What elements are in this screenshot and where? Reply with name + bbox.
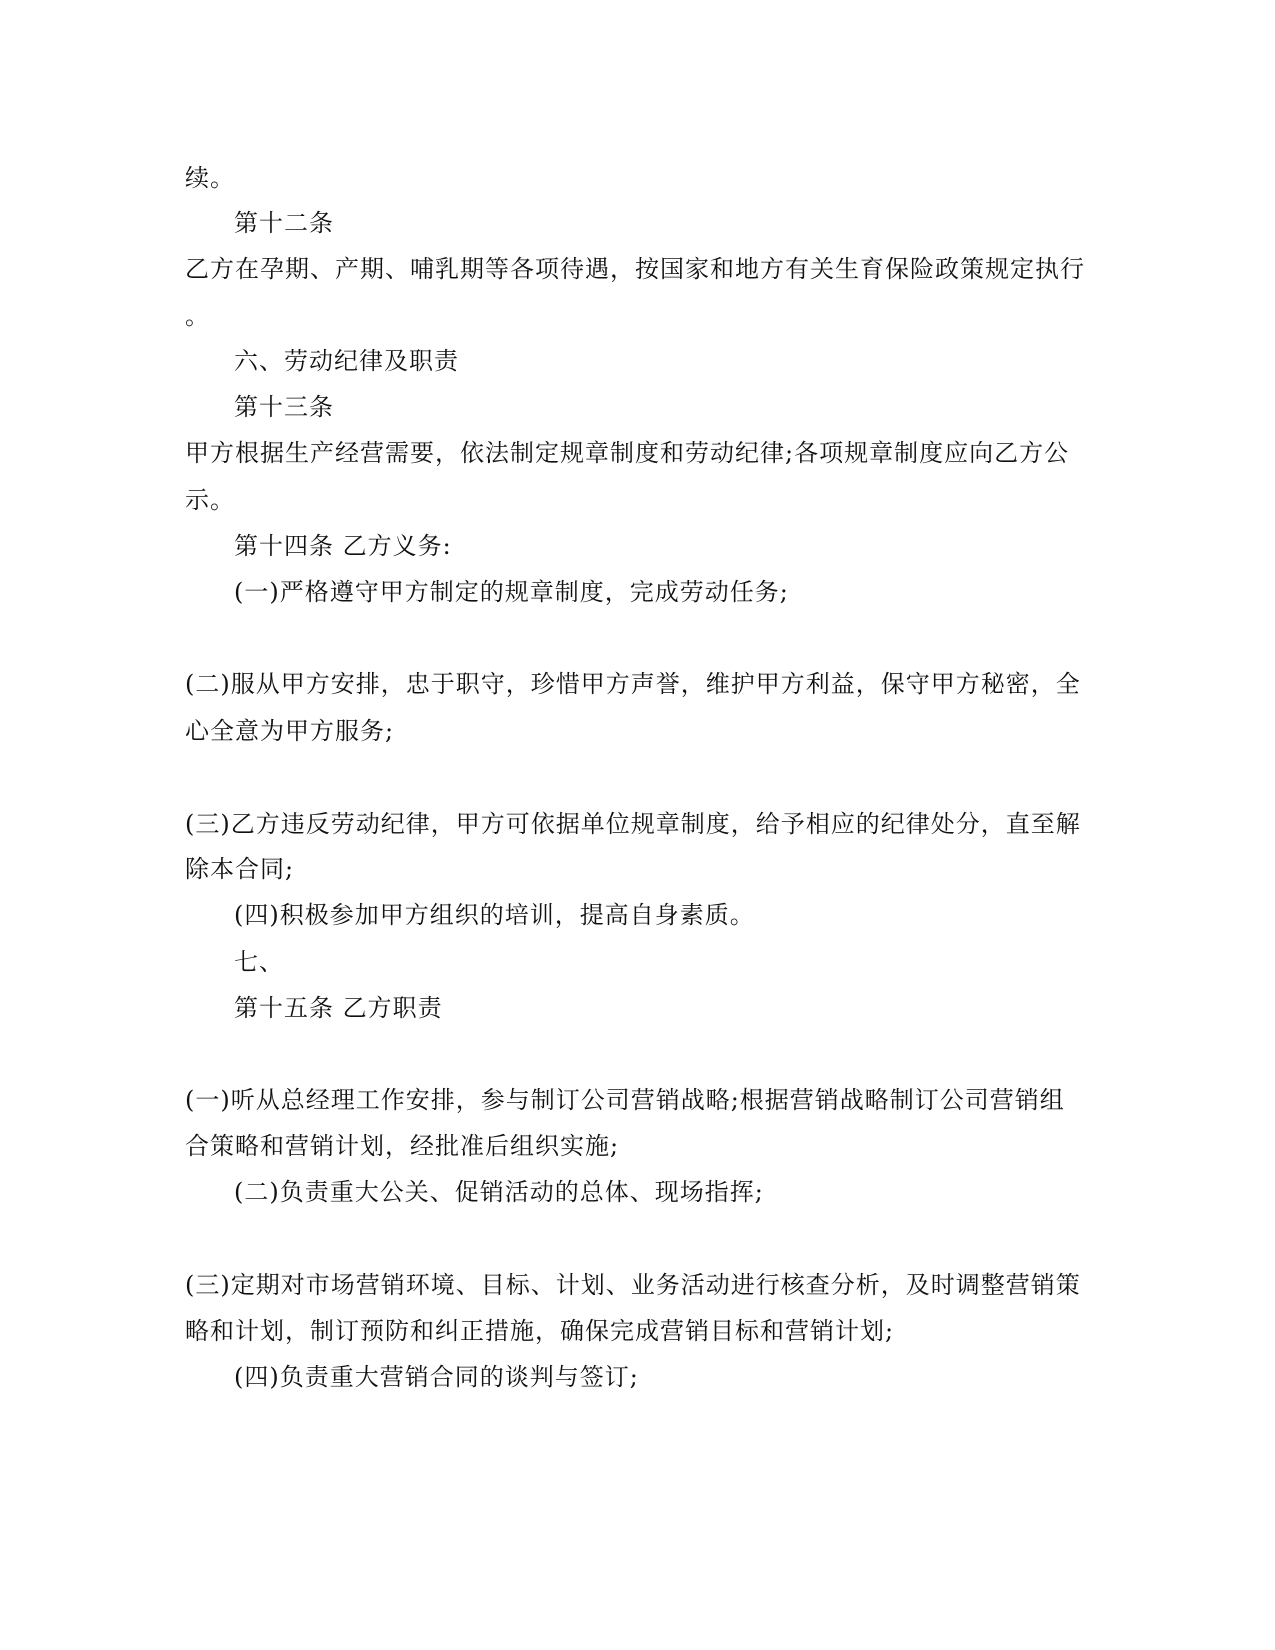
text-line: (二)负责重大公关、促销活动的总体、现场指挥; — [234, 1178, 764, 1206]
section-heading: 六、劳动纪律及职责 — [234, 347, 459, 375]
text-line: (三)定期对市场营销环境、目标、计划、业务活动进行核查分析，及时调整营销策 — [185, 1271, 1081, 1299]
text-line: 。 — [185, 302, 210, 330]
article-heading: 第十二条 — [234, 209, 334, 237]
text-line: 续。 — [185, 164, 235, 192]
text-line: 乙方在孕期、产期、哺乳期等各项待遇，按国家和地方有关生育保险政策规定执行 — [185, 255, 1085, 283]
article-heading: 第十五条 乙方职责 — [234, 994, 443, 1022]
text-line: (四)积极参加甲方组织的培训，提高自身素质。 — [234, 901, 755, 929]
text-line: (二)服从甲方安排，忠于职守，珍惜甲方声誉，维护甲方利益，保守甲方秘密，全 — [185, 670, 1081, 698]
article-heading: 第十三条 — [234, 393, 334, 421]
article-heading: 第十四条 乙方义务: — [234, 532, 452, 560]
text-line: (四)负责重大营销合同的谈判与签订; — [234, 1363, 639, 1391]
text-line: 除本合同; — [185, 855, 295, 883]
text-line: (三)乙方违反劳动纪律，甲方可依据单位规章制度，给予相应的纪律处分，直至解 — [185, 810, 1081, 838]
text-line: 示。 — [185, 486, 235, 514]
text-line: (一)严格遵守甲方制定的规章制度，完成劳动任务; — [234, 578, 789, 606]
text-line: (一)听从总经理工作安排，参与制订公司营销战略;根据营销战略制订公司营销组 — [185, 1086, 1065, 1114]
text-line: 心全意为甲方服务; — [185, 717, 395, 745]
section-heading: 七、 — [234, 948, 284, 976]
text-line: 合策略和营销计划，经批准后组织实施; — [185, 1132, 620, 1160]
text-line: 甲方根据生产经营需要，依法制定规章制度和劳动纪律;各项规章制度应向乙方公 — [185, 439, 1070, 467]
text-line: 略和计划，制订预防和纠正措施，确保完成营销目标和营销计划; — [185, 1317, 895, 1345]
